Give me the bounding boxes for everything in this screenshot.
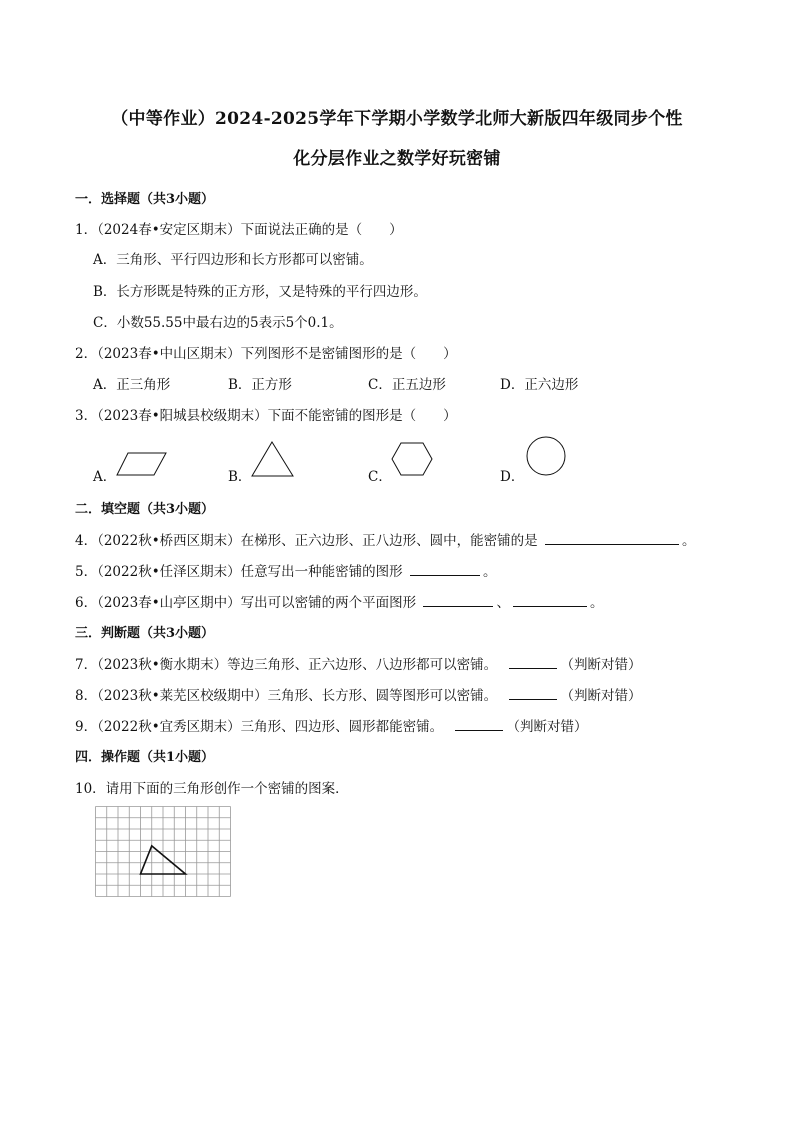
q1-option-c: C．小数55.55中最右边的5表示5个0.1。	[93, 315, 343, 331]
q2-option-d: D．正六边形	[500, 377, 579, 393]
q5-line	[75, 560, 496, 580]
q4-answer-blank[interactable]	[545, 530, 679, 545]
q6-line	[75, 591, 603, 611]
drawing-grid[interactable]	[95, 806, 231, 902]
section-fill-heading: 二．填空题（共3小题）	[75, 502, 215, 517]
doc-title-line2: 化分层作业之数学好玩密铺	[293, 149, 501, 169]
q10-stem: 10．请用下面的三角形创作一个密铺的图案．	[75, 781, 349, 797]
q4-end: 。	[681, 533, 696, 549]
q2-option-c: C．正五边形	[368, 377, 446, 393]
q7-line	[75, 653, 641, 673]
q1-option-b: B．长方形既是特殊的正方形，又是特殊的平行四边形。	[93, 284, 427, 300]
q6-end: 。	[589, 595, 604, 611]
q6-sep: 、	[496, 595, 510, 611]
q6-stem: 6．（2023春•山亭区期中）写出可以密铺的两个平面图形	[75, 595, 417, 611]
q9-stem: 9．（2022秋•宜秀区期末）三角形、四边形、圆形都能密铺。	[75, 719, 444, 735]
doc-title-line1: （中等作业）2024-2025学年下学期小学数学北师大新版四年级同步个性	[111, 109, 683, 129]
q4-line	[75, 529, 695, 549]
q9-tail: （判断对错）	[506, 719, 588, 735]
q5-answer-blank[interactable]	[410, 561, 480, 576]
q3-option-d: D．	[500, 469, 525, 485]
q7-answer-blank[interactable]	[509, 654, 557, 669]
q9-answer-blank[interactable]	[455, 716, 503, 731]
q3-option-c: C．	[368, 469, 392, 485]
q1-stem: 1．（2024春•安定区期末）下面说法正确的是（ ）	[75, 222, 403, 238]
q3-option-a: A．	[93, 469, 117, 485]
q8-tail: （判断对错）	[560, 688, 642, 704]
q6-answer-blank-1[interactable]	[423, 592, 493, 607]
q3-option-b: B．	[228, 469, 252, 485]
hexagon-icon	[390, 441, 434, 477]
q2-stem: 2．（2023春•中山区期末）下列图形不是密铺图形的是（ ）	[75, 346, 457, 362]
q4-stem: 4．（2022秋•桥西区期末）在梯形、正六边形、正八边形、圆中，能密铺的是	[75, 533, 538, 549]
q6-answer-blank-2[interactable]	[513, 592, 587, 607]
parallelogram-icon	[116, 451, 168, 477]
q5-end: 。	[482, 564, 497, 580]
q5-stem: 5．（2022秋•任泽区期末）任意写出一种能密铺的图形	[75, 564, 403, 580]
section-operation-heading: 四．操作题（共1小题）	[75, 750, 215, 765]
q9-line	[75, 715, 587, 735]
q1-option-a: A．三角形、平行四边形和长方形都可以密铺。	[93, 252, 373, 268]
q2-option-b: B．正方形	[228, 377, 292, 393]
q8-stem: 8．（2023秋•莱芜区校级期中）三角形、长方形、圆等图形可以密铺。	[75, 688, 498, 704]
q7-tail: （判断对错）	[560, 657, 642, 673]
triangle-icon	[250, 440, 295, 478]
q8-answer-blank[interactable]	[509, 685, 557, 700]
q7-stem: 7．（2023秋•衡水期末）等边三角形、正六边形、八边形都可以密铺。	[75, 657, 498, 673]
circle-icon	[525, 436, 567, 478]
section-judge-heading: 三．判断题（共3小题）	[75, 626, 215, 641]
q2-option-a: A．正三角形	[93, 377, 171, 393]
q3-stem: 3．（2023春•阳城县校级期末）下面不能密铺的图形是（ ）	[75, 408, 457, 424]
q8-line	[75, 684, 641, 704]
section-choice-heading: 一．选择题（共3小题）	[75, 192, 215, 207]
